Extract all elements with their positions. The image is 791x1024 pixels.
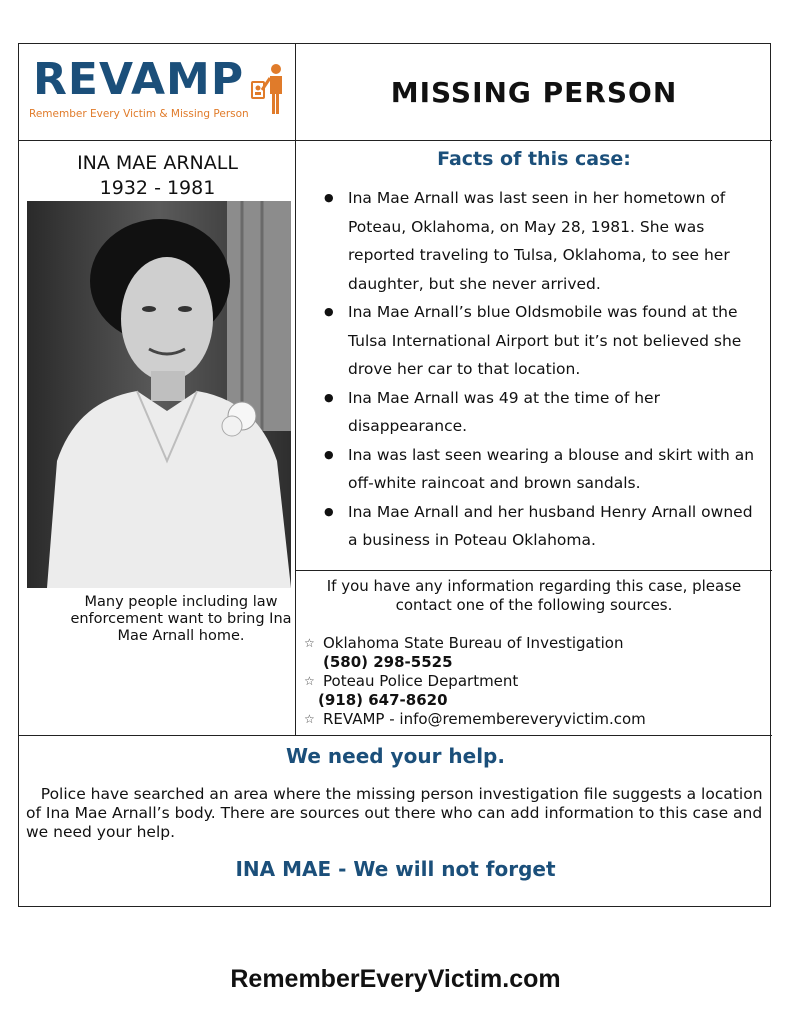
help-tagline: INA MAE - We will not forget <box>235 857 556 881</box>
help-body-text: Police have searched an area where the missing person investigation file suggests a location of Ina Mae Arnall’s body. There are sources out there who can add information to this case and we need your help. <box>26 785 763 841</box>
fact-item: ● Ina Mae Arnall’s blue Oldsmobile was found at the Tulsa International Airport but it’s not believed she drove her car to that location. <box>319 298 763 384</box>
contact-source-name: REVAMP - info@remembereveryvictim.com <box>323 710 646 728</box>
facts-list <box>319 184 763 555</box>
help-divider <box>19 735 772 736</box>
person-with-id-badge-icon <box>251 62 287 118</box>
person-name: INA MAE ARNALL <box>77 152 238 174</box>
contact-source-name: Poteau Police Department <box>323 672 519 690</box>
logo-wordmark: REVAMP <box>33 54 245 105</box>
contact-divider <box>296 570 772 571</box>
contact-sources <box>304 634 764 729</box>
contact-phone: (580) 298-5525 <box>323 653 453 671</box>
star-icon: ☆ <box>304 636 315 650</box>
star-icon: ☆ <box>304 674 315 688</box>
missing-person-flyer <box>18 43 771 907</box>
contact-source-police <box>304 672 764 691</box>
help-title: We need your help. <box>286 744 505 768</box>
photo-caption: Many people including law enforcement want to bring Ina Mae Arnall home. <box>70 594 292 644</box>
contact-source-revamp <box>304 710 764 729</box>
contact-intro: If you have any information regarding this case, please contact one of the following sources. <box>326 577 742 614</box>
fact-item: ● Ina Mae Arnall was last seen in her hometown of Poteau, Oklahoma, on May 28, 1981. She was reported traveling to Tulsa, Oklahoma, to see her daughter, but she never arrived. <box>319 184 763 298</box>
person-years: 1932 - 1981 <box>99 177 216 199</box>
page-title: MISSING PERSON <box>390 75 678 109</box>
facts-title: Facts of this case: <box>437 148 631 170</box>
contact-phone: (918) 647-8620 <box>318 691 448 709</box>
person-photo <box>27 201 291 588</box>
fact-item: ● Ina Mae Arnall and her husband Henry Arnall owned a business in Poteau Oklahoma. <box>319 498 763 555</box>
contact-source-osbi <box>304 634 764 653</box>
help-body <box>26 785 768 842</box>
contact-source-name: Oklahoma State Bureau of Investigation <box>323 634 624 652</box>
header-divider <box>19 140 772 141</box>
fact-item: ● Ina was last seen wearing a blouse and skirt with an off-white raincoat and brown sandals. <box>319 441 763 498</box>
fact-item: ● Ina Mae Arnall was 49 at the time of her disappearance. <box>319 384 763 441</box>
star-icon: ☆ <box>304 712 315 726</box>
revamp-logo <box>19 44 296 140</box>
logo-tagline: Remember Every Victim & Missing Person <box>29 108 249 120</box>
footer-website: RememberEveryVictim.com <box>230 965 561 993</box>
